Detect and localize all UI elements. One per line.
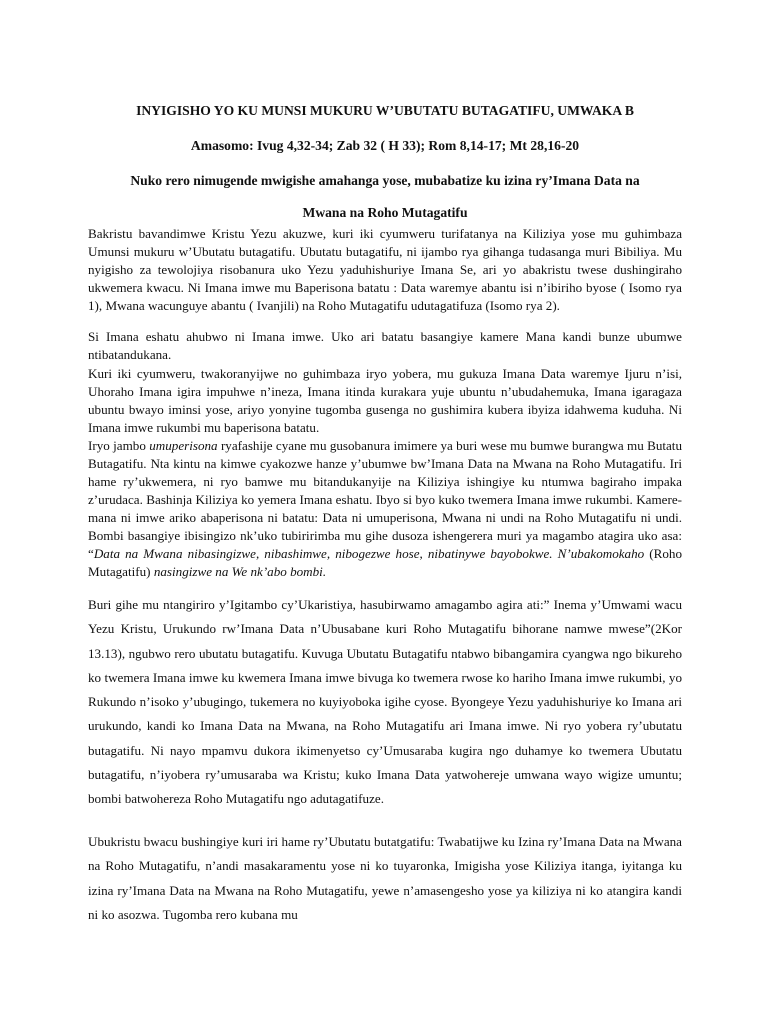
paragraph-5: Buri gihe mu ntangiriro y’Igitambo cy’Ukaristiya, hasubirwamo amagambo agira ati:” Inema y’Umwami wacu Yezu Kristu, Urukundo rw’Imana Data n’Ubusabane kuri Roho Mutagatifu bihorane namwe mwese”(2Kor 13.13), ngubwo rero ubutatu butagatifu. Kuvuga Ubutatu Butagatifu ntabwo bibangamira cyangwa ngo bikureho ko twemera Imana imwe ku kwemera Imana imwe bivuga ko twemera rwose ko hariho Imana imwe rukumbi, yo Rukundo n’isoko y’ubugingo, tukemera no kuyiyoboka igihe cyose. Byongeye Yezu yaduhishuriye ko Imana ari urukundo, kandi ko Imana Data na Mwana, na Roho Mutagatifu ari Imana imwe. Ni ryo yobera ry’ubutatu butagatifu. Ni nayo mpamvu dukora ikimenyetso cy’Umusaraba kugira ngo duhamye ko twemera Ubutatu butagatifu, n’iyobera ry’umusaraba wa Kristu; kuko Imana Data yatwohereje umwana wayo wigize umuntu; bombi batwohereza Roho Mutagatifu ngo adutagatifuze. bbox=[88, 597, 682, 807]
theme-line-1: Nuko rero nimugende mwigishe amahanga yose, mubabatize ku izina ry’Imana Data na bbox=[130, 173, 640, 188]
paragraph-3: Kuri iki cyumweru, twakoranyijwe no guhimbaza iryo yobera, mu gukuza Imana Data waremye Ijuru n’isi, Uhoraho Imana igira impuhwe n’ineza, Imana itinda kurakara yuje ubuntu n’ubudahemuka, Imana igaragaza ubuntu bwayo iminsi yose, ariyo yonyine tugomba gusenga no gushimira kubera ibyiza idahwema kuduha. Ni Imana imwe rukumbi mu baperisona batatu. bbox=[88, 366, 682, 435]
p4-quote-2: nasingizwe na We nk’abo bombi. bbox=[153, 564, 327, 579]
paragraph-6: Ubukristu bwacu bushingiye kuri iri hame ry’Ubutatu butatgatifu: Twabatijwe ku Izina ry’Imana Data na Mwana na Roho Mutagatifu, n’andi masakaramentu yose ni ko tuyaronka, Imigisha yose Kiliziya itanga, iyitanga ku izina ry’Imana Data na Mwana na Roho Mutagatifu, yewe n’amasengesho yose ya kiliziya ni ko atangira kandi ni ko asozwa. Tugomba rero kubana mu bbox=[88, 834, 682, 922]
paragraph-2: Si Imana eshatu ahubwo ni Imana imwe. Uko ari batatu basangiye kamere Mana kandi bunze ubumwe ntibatandukana. bbox=[88, 329, 682, 362]
p4-text-a: Iryo jambo bbox=[88, 438, 150, 453]
theme-line-2: Mwana na Roho Mutagatifu bbox=[302, 205, 468, 220]
paragraph-1: Bakristu bavandimwe Kristu Yezu akuzwe, kuri iki cyumweru turifatanya na Kiliziya yose mu guhimbaza Umunsi mukuru w’Ubutatu butagatifu. Ubutatu butagatifu, ni ijambo rya gihanga tudasanga muri Bibiliya. Mu nyigisho za tewolojiya risobanura uko Yezu yaduhishuriye Imana Se, ari yo abakristu twese dushingiraho ukwemera kwacu. Ni Imana imwe mu Baperisona batatu : Data waremye abantu isi n’ibiriho byose ( Isomo rya 1), Mwana wacunguye abantu ( Ivanjili) na Roho Mutagatifu udutagatifuza (Isomo rya 2). bbox=[88, 226, 682, 313]
p4-text-c: (Roho Mutagatifu) bbox=[88, 546, 683, 579]
p4-quote-1: Data na Mwana nibasingizwe, nibashimwe, nibogezwe hose, nibatinywe bayobokwe. N’ubakomokaho bbox=[93, 546, 645, 561]
readings-line: Amasomo: Ivug 4,32-34; Zab 32 ( H 33); Rom 8,14-17; Mt 28,16-20 bbox=[190, 138, 580, 153]
document-title: INYIGISHO YO KU MUNSI MUKURU W’UBUTATU BUTAGATIFU, UMWAKA B bbox=[136, 103, 634, 118]
p4-text-b: ryafashije cyane mu gusobanura imimere ya buri wese mu bumwe burangwa mu Butatu Butagatifu. Nta kintu na kimwe cyakozwe hanze y’ubumwe bw’Imana Data na Mwana na Roho Mutagatifu. Iri hame ry’ukwemera, ni ryo bamwe mu bitandukanyije na Kiliziya ishingiye ku ntumwa bagiraho impaka z’urudaca. Bashinja Kiliziya ko yemera Imana eshatu. Ibyo si byo kuko twemera Imana imwe rukumbi. Kamere-mana ni imwe ariko abaperisona ni batatu: Data ni umuperisona, Mwana ni undi na Roho Mutagatifu ni undi. Bombi basangiye ibisingizo nk’uko tubiririmba mu gihe dusoza ishengerera muri ya magambo atagira uko asa: “ bbox=[88, 438, 682, 561]
paragraph-4 bbox=[88, 437, 682, 581]
p4-emphasis: umuperisona bbox=[149, 438, 218, 453]
